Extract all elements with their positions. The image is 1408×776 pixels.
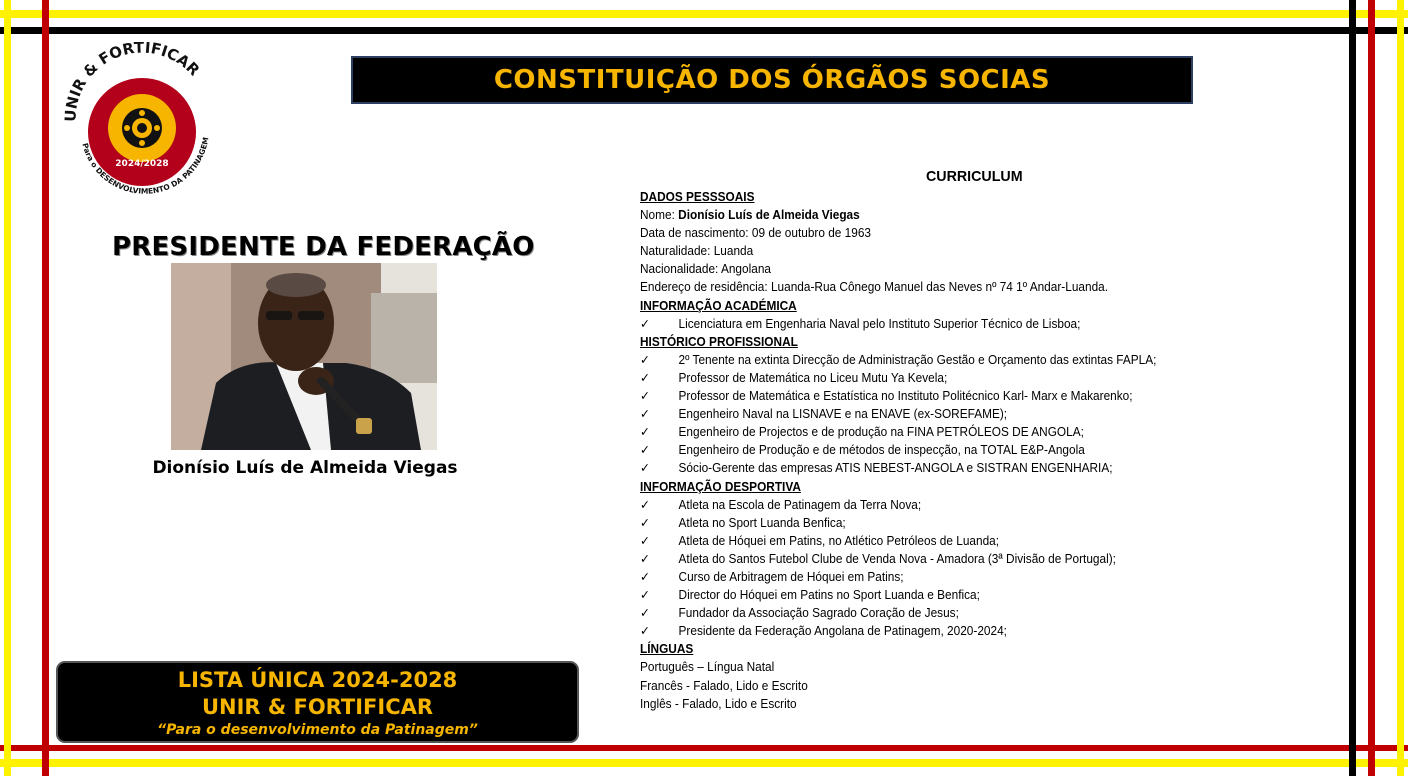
footer-banner <box>56 661 579 743</box>
bottom-yellow-stripe <box>0 759 1408 767</box>
check-icon: ✓ <box>640 624 650 639</box>
check-icon: ✓ <box>640 389 650 404</box>
check-icon: ✓ <box>640 588 650 603</box>
logo-year: 2024/2028 <box>115 159 169 169</box>
personal-origin: Naturalidade: Luanda <box>640 244 754 259</box>
check-icon: ✓ <box>640 407 650 422</box>
section-heading-academic: INFORMAÇÃO ACADÉMICA <box>640 298 797 313</box>
curriculum-body <box>640 188 1340 713</box>
list-item: ✓ Atleta na Escola de Patinagem da Terra Nova; <box>640 496 1298 514</box>
name-label: Nome: <box>640 208 679 223</box>
footer-tagline: “Para o desenvolvimento da Patinagem” <box>157 722 478 738</box>
list-item: ✓ 2º Tenente na extinta Direcção de Administração Gestão e Orçamento das extintas FAPLA; <box>640 351 1298 369</box>
footer-motto: UNIR & FORTIFICAR <box>201 695 434 719</box>
page-title: CONSTITUIÇÃO DOS ÓRGÃOS SOCIAS <box>493 65 1051 95</box>
list-item: ✓ Atleta do Santos Futebol Clube de Venda Nova - Amadora (3ª Divisão de Portugal); <box>640 550 1298 568</box>
right-yellow-stripe <box>1397 0 1404 776</box>
section-heading-languages: LÍNGUAS <box>640 642 694 657</box>
check-icon: ✓ <box>640 551 650 566</box>
check-icon: ✓ <box>640 569 650 584</box>
personal-nationality: Nacionalidade: Angolana <box>640 262 771 277</box>
list-item: ✓ Professor de Matemática no Liceu Mutu Ya Kevela; <box>640 369 1298 387</box>
list-item: ✓ Presidente da Federação Angolana de Patinagem, 2020-2024; <box>640 622 1298 640</box>
list-item: ✓ Sócio-Gerente das empresas ATIS NEBEST-ANGOLA e SISTRAN ENGENHARIA; <box>640 459 1298 477</box>
federation-logo <box>58 42 228 202</box>
personal-birth: Data de nascimento: 09 de outubro de 1963 <box>640 226 872 241</box>
left-yellow-stripe <box>4 0 11 776</box>
check-icon: ✓ <box>640 370 650 385</box>
list-item: ✓ Fundador da Associação Sagrado Coração de Jesus; <box>640 604 1298 622</box>
check-icon: ✓ <box>640 352 650 367</box>
section-heading-professional: HISTÓRICO PROFISSIONAL <box>640 334 798 349</box>
list-item: ✓ Atleta no Sport Luanda Benfica; <box>640 514 1298 532</box>
language-item: Português – Língua Natal <box>640 660 775 675</box>
name-value: Dionísio Luís de Almeida Viegas <box>678 208 860 223</box>
list-item: ✓ Engenheiro de Projectos e de produção na FINA PETRÓLEOS DE ANGOLA; <box>640 423 1298 441</box>
check-icon: ✓ <box>640 533 650 548</box>
section-heading-personal: DADOS PESSSOAIS <box>640 190 755 204</box>
curriculum-title: CURRICULUM <box>926 168 1023 185</box>
check-icon: ✓ <box>640 606 650 621</box>
logo-arc-text: UNIR & FORTIFICAR <box>61 42 204 123</box>
check-icon: ✓ <box>640 425 650 440</box>
check-icon: ✓ <box>640 497 650 512</box>
personal-address: Endereço de residência: Luanda-Rua Cônego Manuel das Neves nº 74 1º Andar-Luanda. <box>640 280 1109 295</box>
top-black-stripe <box>0 27 1408 34</box>
left-red-stripe <box>42 0 49 776</box>
bottom-red-stripe <box>0 745 1408 751</box>
president-name: Dionísio Luís de Almeida Viegas <box>152 458 458 478</box>
check-icon: ✓ <box>640 461 650 476</box>
check-icon: ✓ <box>640 316 650 331</box>
list-item: ✓ Director do Hóquei em Patins no Sport Luanda e Benfica; <box>640 586 1298 604</box>
page-header <box>351 56 1193 104</box>
list-item: ✓ Engenheiro de Produção e de métodos de inspecção, na TOTAL E&P-Angola <box>640 441 1298 459</box>
section-heading-sports: INFORMAÇÃO DESPORTIVA <box>640 479 801 494</box>
check-icon: ✓ <box>640 443 650 458</box>
president-title: PRESIDENTE DA FEDERAÇÃO <box>112 232 535 262</box>
right-black-stripe <box>1349 0 1356 776</box>
list-item: ✓ Atleta de Hóquei em Patins, no Atlético Petróleos de Luanda; <box>640 532 1298 550</box>
right-red-stripe <box>1368 0 1375 776</box>
personal-name <box>640 206 1298 224</box>
president-photo <box>171 263 437 450</box>
check-icon: ✓ <box>640 515 650 530</box>
list-item: ✓ Curso de Arbitragem de Hóquei em Patins; <box>640 568 1298 586</box>
top-yellow-stripe <box>0 10 1408 18</box>
list-item: ✓ Engenheiro Naval na LISNAVE e na ENAVE (ex-SOREFAME); <box>640 405 1298 423</box>
language-item: Inglês - Falado, Lido e Escrito <box>640 696 797 711</box>
footer-list-title: LISTA ÚNICA 2024-2028 <box>177 668 458 692</box>
list-item: ✓ Professor de Matemática e Estatística no Instituto Politécnico Karl- Marx e Makarenko; <box>640 387 1298 405</box>
logo-bottom-text: Para o DESENVOLVIMENTO DA PATINAGEM <box>80 136 211 196</box>
language-item: Francês - Falado, Lido e Escrito <box>640 678 808 693</box>
list-item: ✓ Licenciatura em Engenharia Naval pelo Instituto Superior Técnico de Lisboa; <box>640 315 1298 333</box>
